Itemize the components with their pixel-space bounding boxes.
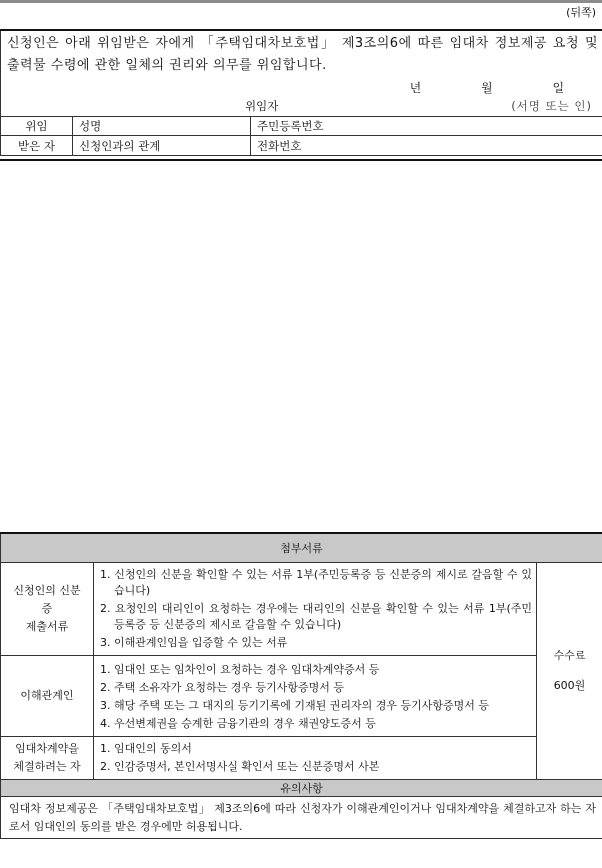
note-text: 임대차 정보제공은 「주택임대차보호법」 제3조의6에 따라 신청자가 이해관계인이거나 임대차계약을 체결하고자 하는 자로서 임대인의 동의를 받은 경우에만 허용됩니다.: [1, 797, 602, 839]
signature-label: (서명 또는 인): [511, 99, 593, 113]
page-mark: (뒤쪽): [566, 6, 596, 19]
date-line: 년 월 일: [409, 81, 593, 95]
top-rule: [0, 0, 602, 3]
delegation-table: [0, 31, 602, 156]
delegate-name-label: 성명: [73, 117, 251, 136]
fee-label: 수수료: [553, 649, 586, 662]
list-item: 3. 이해관계인임을 입증할 수 있는 서류: [100, 636, 288, 649]
category-line: 체결하려는 자: [13, 760, 81, 773]
fee-cell: [537, 563, 602, 780]
list-item: 4. 우선변제권을 승계한 금융기관의 경우 채권양도증서 등: [100, 717, 376, 730]
category-interested-party: [1, 656, 94, 737]
delegation-statement: 신청인은 아래 위임받은 자에게 「주택임대차보호법」 제3조의6에 따른 임대차 정보제공 요청 및 출력물 수령에 관한 일체의 권리와 의무를 위임합니다.: [7, 36, 599, 73]
delegation-statement-cell: [1, 31, 602, 117]
docs-applicant-id: [94, 563, 537, 656]
category-applicant-id: [1, 563, 94, 656]
list-item: 3. 해당 주택 또는 그 대지의 등기기록에 기재된 권리자의 경우 등기사항증명서 등: [100, 699, 489, 712]
delegate-label-1: 위임: [1, 117, 73, 136]
category-line: 임대차계약을: [15, 742, 79, 755]
attachments-table: [0, 532, 602, 839]
docs-interested-party: [94, 656, 537, 737]
category-line: 증: [41, 602, 53, 615]
list-item: 2. 요청인의 대리인이 요청하는 경우에는 대리인의 신분을 확인할 수 있는 서류 1부(주민등록증 등 신분증의 제시로 갈음할 수 있습니다): [100, 602, 532, 631]
category-line: 제출서류: [25, 620, 69, 633]
category-line: 신청인의 신분: [13, 584, 81, 597]
list-item: 1. 임대인의 동의서: [100, 742, 192, 755]
attachments-header: 첨부서류: [1, 533, 602, 563]
docs-prospective-tenant: [94, 737, 537, 780]
fee-value: 600원: [553, 679, 586, 692]
delegate-rrn-label: 주민등록번호: [251, 117, 602, 136]
category-prospective-tenant: [1, 737, 94, 780]
list-item: 2. 인감증명서, 본인서명사실 확인서 또는 신분증명서 사본: [100, 760, 380, 773]
signature-row: [1, 96, 602, 116]
delegate-label-2: 받은 자: [1, 136, 73, 156]
delegate-relation-label: 신청인과의 관계: [73, 136, 251, 156]
delegator-label: 위임자: [245, 99, 279, 113]
section-rule: [0, 159, 602, 161]
category-line: 이해관계인: [20, 689, 74, 702]
note-header: 유의사항: [1, 780, 602, 797]
list-item: 1. 신청인의 신분을 확인할 수 있는 서류 1부(주민등록증 등 신분증의 제시로 갈음할 수 있습니다): [100, 568, 532, 597]
list-item: 2. 주택 소유자가 요청하는 경우 등기사항증명서 등: [100, 681, 344, 694]
list-item: 1. 임대인 또는 임차인이 요청하는 경우 임대차계약증서 등: [100, 663, 380, 676]
delegate-phone-label: 전화번호: [251, 136, 602, 156]
